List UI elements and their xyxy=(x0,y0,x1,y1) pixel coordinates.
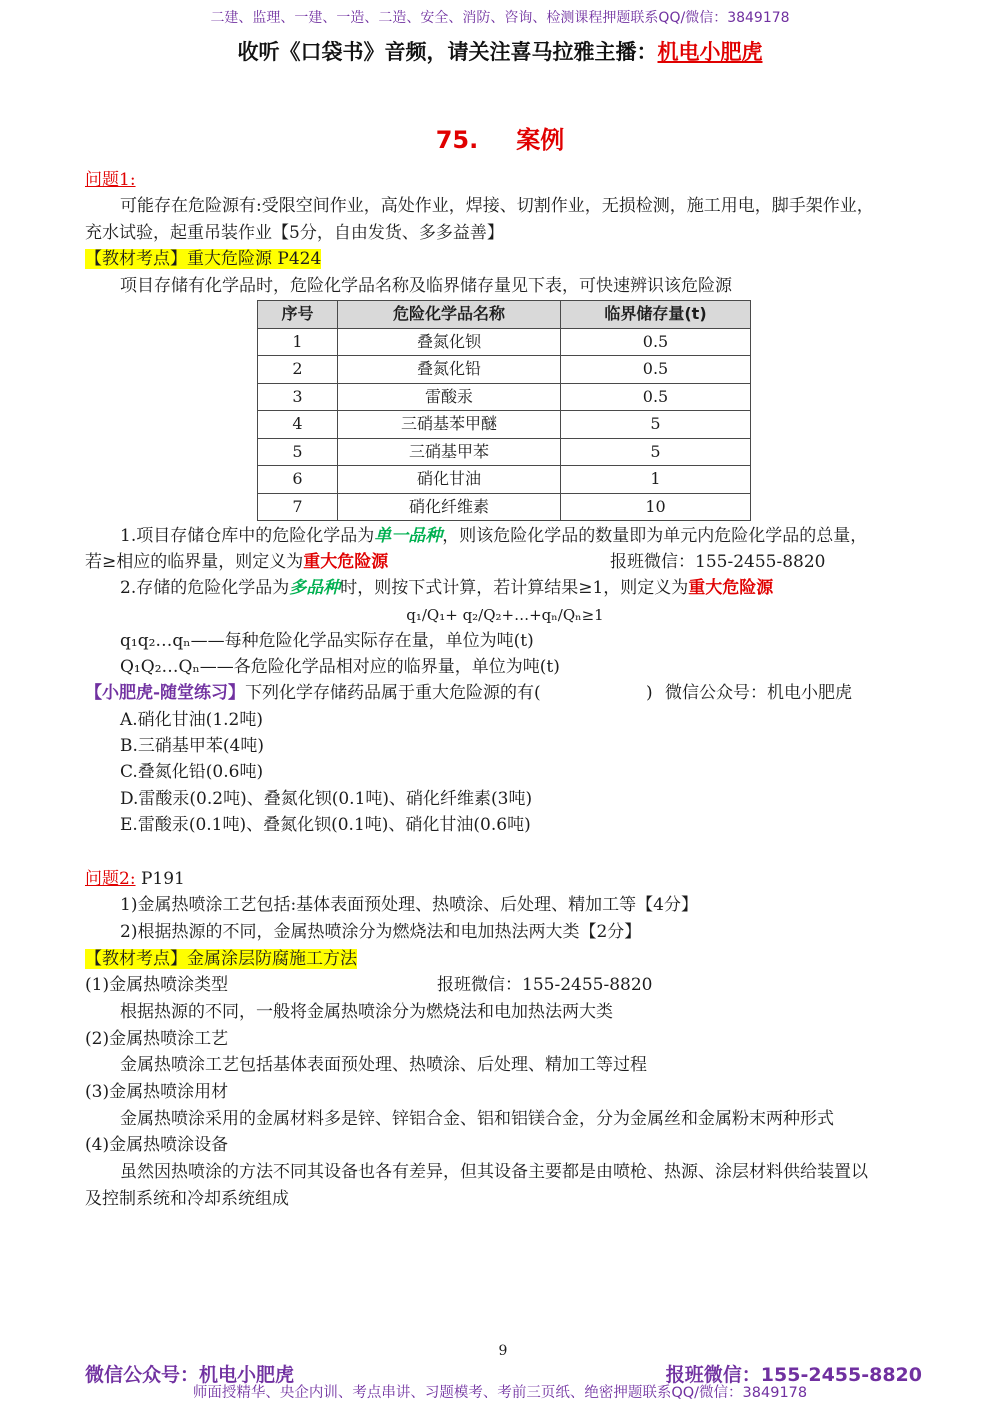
practice-option: D.雷酸汞(0.2吨)、叠氮化钡(0.1吨)、硝化纤维素(3吨) xyxy=(120,788,533,809)
practice-tag: 【小肥虎-随堂练习】 xyxy=(85,683,246,704)
table-row xyxy=(258,438,751,466)
audio-notice-prefix: 收听《口袋书》音频，请关注喜马拉雅主播： xyxy=(237,40,658,64)
table-cell-index: 4 xyxy=(258,411,338,439)
rule1-key: 重大危险源 xyxy=(303,551,389,572)
audio-host-link[interactable]: 机电小肥虎 xyxy=(657,40,763,64)
table-cell-threshold: 0.5 xyxy=(561,356,751,384)
table-cell-index: 7 xyxy=(258,493,338,521)
table-cell-chemical: 三硝基甲苯 xyxy=(338,438,561,466)
table-header-chemical: 危险化学品名称 xyxy=(338,301,561,329)
table-cell-index: 1 xyxy=(258,328,338,356)
table-row xyxy=(258,411,751,439)
question2-answer-line: 1)金属热喷涂工艺包括:基体表面预处理、热喷涂、后处理、精加工等【4分】 xyxy=(120,895,698,916)
question1-label: 问题1: xyxy=(85,169,136,190)
chemical-threshold-table xyxy=(257,300,751,521)
table-cell-index: 3 xyxy=(258,383,338,411)
rule1-pre: 1.项目存储仓库中的危险化学品为 xyxy=(120,525,375,546)
question1-textbook-tag: 【教材考点】重大危险源 P424 xyxy=(85,249,322,270)
table-cell-chemical: 三硝基苯甲醚 xyxy=(338,411,561,439)
table-row xyxy=(258,466,751,494)
section-body: 及控制系统和冷却系统组成 xyxy=(85,1188,289,1209)
table-cell-threshold: 10 xyxy=(561,493,751,521)
contact-wechat: 报班微信：155-2455-8820 xyxy=(437,975,653,996)
table-cell-index: 6 xyxy=(258,466,338,494)
practice-option: C.叠氮化铅(0.6吨) xyxy=(120,762,264,783)
definition-Q: Q₁Q₂…Qₙ——各危险化学品相对应的临界量，单位为吨(t) xyxy=(120,657,560,678)
rule2-key: 重大危险源 xyxy=(688,578,774,599)
rule1-post: ，则该危险化学品的数量即为单元内危险化学品的总量， xyxy=(442,525,868,546)
table-cell-chemical: 叠氮化铅 xyxy=(338,356,561,384)
rule1-emphasis: 单一品种 xyxy=(374,525,443,546)
question2-heading xyxy=(85,866,925,893)
practice-option: B.三硝基甲苯(4吨) xyxy=(120,736,264,757)
section-heading: (3)金属热喷涂用材 xyxy=(85,1081,229,1102)
question1-intro: 项目存储有化学品时，危险化学品名称及临界储存量见下表，可快速辨识该危险源 xyxy=(120,276,732,297)
practice-answer-blank-close: ) xyxy=(646,683,653,704)
rule2-line xyxy=(85,575,925,601)
title-number: 75. xyxy=(435,126,479,154)
practice-stem: 下列化学存储药品属于重大危险源的有( xyxy=(245,683,541,704)
practice-wechat: 微信公众号：机电小肥虎 xyxy=(665,683,852,704)
practice-option: A.硝化甘油(1.2吨) xyxy=(120,709,263,730)
table-header-row xyxy=(258,301,751,329)
practice-option: E.雷酸汞(0.1吨)、叠氮化钡(0.1吨)、硝化甘油(0.6吨) xyxy=(120,814,531,835)
title-text: 案例 xyxy=(516,126,565,154)
question1-answer-line: 可能存在危险源有:受限空间作业，高处作业，焊接、切割作业，无损检测，施工用电，脚手架作业， xyxy=(120,196,874,217)
question1-rules-block xyxy=(85,523,925,839)
rule1-line2-text: 若≥相应的临界量，则定义为 xyxy=(85,551,304,572)
table-cell-threshold: 0.5 xyxy=(561,328,751,356)
table-cell-threshold: 1 xyxy=(561,466,751,494)
question2-textbook-tag: 【教材考点】金属涂层防腐施工方法 xyxy=(85,948,357,969)
footer-signup-wechat: 报班微信：155-2455-8820 xyxy=(665,1364,922,1386)
table-cell-threshold: 5 xyxy=(561,411,751,439)
table-cell-threshold: 5 xyxy=(561,438,751,466)
audio-notice xyxy=(0,38,1000,66)
table-row xyxy=(258,356,751,384)
table-cell-chemical: 雷酸汞 xyxy=(338,383,561,411)
question1-answer-line: 充水试验，起重吊装作业【5分，自由发货、多多益善】 xyxy=(85,222,504,243)
definition-q: q₁q₂…qₙ——每种危险化学品实际存在量，单位为吨(t) xyxy=(120,630,534,651)
table-header-threshold: 临界储存量(t) xyxy=(561,301,751,329)
promo-line: 二建、监理、一建、一造、二造、安全、消防、咨询、检测课程押题联系QQ/微信：3849178 xyxy=(210,10,790,26)
section-body: 虽然因热喷涂的方法不同其设备也各有差异，但其设备主要都是由喷枪、热源、涂层材料供给装置以 xyxy=(120,1161,868,1182)
footer-promo-line: 师面授精华、央企内训、考点串讲、习题模考、考前三页纸、绝密押题联系QQ/微信：3849178 xyxy=(192,1385,808,1401)
rule2-pre: 2.存储的危险化学品为 xyxy=(120,578,290,599)
table-row xyxy=(258,328,751,356)
question2-answer-line: 2)根据热源的不同，金属热喷涂分为燃烧法和电加热法两大类【2分】 xyxy=(120,922,642,942)
rule1-line1 xyxy=(85,523,925,549)
rule2-mid: 时，则按下式计算，若计算结果≥1，则定义为 xyxy=(340,578,689,599)
table-cell-chemical: 硝化甘油 xyxy=(338,466,561,494)
question1-block xyxy=(85,167,925,300)
table-cell-index: 2 xyxy=(258,356,338,384)
question2-block xyxy=(85,866,925,1213)
table-row xyxy=(258,493,751,521)
question2-textbook-tag-line xyxy=(85,946,925,973)
rule1-line2 xyxy=(85,549,925,575)
table-cell-chemical: 硝化纤维素 xyxy=(338,493,561,521)
footer-wechat-account: 微信公众号：机电小肥虎 xyxy=(85,1364,295,1386)
table-cell-index: 5 xyxy=(258,438,338,466)
page-title xyxy=(0,124,1000,156)
section-heading: (2)金属热喷涂工艺 xyxy=(85,1028,229,1049)
section-body: 金属热喷涂采用的金属材料多是锌、锌铝合金、铝和铝镁合金，分为金属丝和金属粉末两种形式 xyxy=(120,1108,834,1129)
section-heading xyxy=(85,972,925,999)
section-body: 根据热源的不同，一般将金属热喷涂分为燃烧法和电加热法两大类 xyxy=(120,1001,613,1022)
table-cell-chemical: 叠氮化钡 xyxy=(338,328,561,356)
contact-wechat: 报班微信：155-2455-8820 xyxy=(610,551,826,572)
section-heading-text: (1)金属热喷涂类型 xyxy=(85,975,229,996)
question1-textbook-tag-line xyxy=(85,246,925,273)
table-cell-threshold: 0.5 xyxy=(561,383,751,411)
rule2-emphasis: 多品种 xyxy=(289,578,341,599)
question1-heading xyxy=(85,167,925,194)
question2-label: 问题2: xyxy=(85,868,136,889)
question2-page-ref: P191 xyxy=(140,868,185,889)
table-header-index: 序号 xyxy=(258,301,338,329)
table-row xyxy=(258,383,751,411)
practice-question xyxy=(85,680,925,706)
page-number: 9 xyxy=(498,1343,508,1359)
threshold-formula: q₁/Q₁+ q₂/Q₂+…+qₙ/Qₙ≥1 xyxy=(406,605,604,624)
section-heading: (4)金属热喷涂设备 xyxy=(85,1135,229,1156)
section-body: 金属热喷涂工艺包括基体表面预处理、热喷涂、后处理、精加工等过程 xyxy=(120,1055,647,1076)
